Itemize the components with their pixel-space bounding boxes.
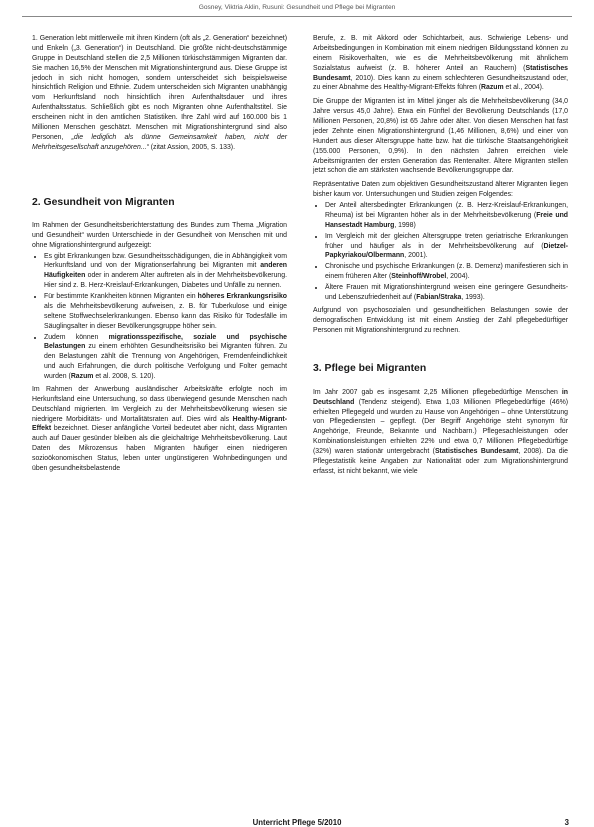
body-text: , 2010). Dies kann zu einem schlechteren Gesundheitszustand oder, zu einer Abnahme des Healthy-Migrant-Effekts führen (	[313, 74, 568, 92]
body-text: Zudem können	[44, 333, 109, 341]
bold-text: Statistisches Bundesamt	[313, 64, 568, 82]
footer-journal-title: Unterricht Pflege 5/2010	[252, 818, 342, 827]
body-text: , 2004).	[446, 273, 470, 281]
right-column	[313, 34, 568, 481]
body-text: Im Vergleich mit der gleichen Altersgruppe treten geriatrische Erkrankungen früher und häufiger als in der Mehrheitsbevölkerung auf (	[325, 232, 568, 250]
body-text: Im Jahr 2007 gab es insgesamt 2,25 Millionen pflegebedürftige Menschen	[313, 388, 562, 396]
body-text: (Tendenz steigend). Etwa 1,03 Millionen Pflegebedürftige (46%) erhielten Pflegegeld und wurden zu Hause von Angehörigen – ohne Unterstützung von Pflegediensten – gepflegt. (Der Begriff Angehörige steht synonym für Angehörige, Freunde, Bekannte und Nachbarn.) Pflegesachleistungen oder Kombinationsleistungen erhielten 22% und etwa 0,7 Millionen Pflegebedürftige (32%) waren stationär untergebracht (	[313, 398, 568, 456]
body-text: et al., 2004).	[503, 84, 544, 92]
body-text: als die Mehrheitsbevölkerung aufweisen, z. B. für Tuberkulose und einige seltene Stoffwechselerkrankungen. Ebenso kann das Risiko für Todesfälle im Säuglingsalter in dieser Bevölkerungsgruppe höher sein.	[44, 302, 287, 330]
paragraph-older-migrants-intro: Repräsentative Daten zum objektiven Gesundheitszustand älterer Migranten liegen bisher kaum vor. Untersuchungen und Studien zeigen Folgendes:	[313, 181, 568, 199]
running-header: Gosney, Viktria Aklin, Rusuni: Gesundheit und Pflege bei Migranten	[198, 4, 396, 11]
body-text: Ältere Frauen mit Migrationshintergrund weisen eine geringere Gesundheits- und Lebenszufriedenheit auf (	[325, 284, 568, 301]
body-text: et al. 2008, S. 120).	[93, 373, 156, 381]
paragraph-risk-factors	[313, 34, 568, 93]
section-heading-care: 3. Pflege bei Migranten	[313, 363, 427, 375]
page-number: 3	[564, 818, 569, 827]
header-divider	[22, 16, 572, 17]
older-migrants-bullet-list	[313, 201, 568, 303]
bold-text: Dietzel-Papkyriakou/Olbermann	[325, 242, 568, 260]
health-bullet-list	[32, 252, 287, 382]
body-text: , 2001).	[404, 252, 428, 260]
bold-text: Steinhoff/Wrobel	[391, 273, 447, 281]
bullet-item	[44, 333, 287, 382]
bold-text: höheres Erkrankungsrisiko	[197, 293, 288, 301]
paragraph-migrant-groups	[32, 34, 287, 153]
left-column	[32, 34, 287, 478]
bold-text: anderen Häufigkeiten	[44, 262, 287, 280]
paragraph-age-structure: Die Gruppe der Migranten ist im Mittel jünger als die Mehrheitsbevölkerung (34,0 Jahre versus 45,0 Jahre). Etwa ein Fünftel der Bevölkerung Deutschlands (17,0 Millionen Personen, 20,8%) ist 65 Jahre oder älter. Von diesen Menschen hat fast jeder Zehnte einen Migrationshintergrund (1,46 Millionen, 8,6%) und einer von Hundert aus dieser Altersgruppe hatte bzw. hat die türkische Staatsangehörigkeit (155.000 Personen, 0,9%). In den nächsten Jahren erreichen viele Arbeitsmigranten der ersten Generation das Rentenalter. Ältere Migranten stellen jetzt schon die am stärksten wachsende Bevölkerungsgruppe dar.	[313, 98, 568, 175]
paragraph-text: 1. Generation lebt mittlerweile mit ihren Kindern (oft als „2. Generation“ bezeichnet) und Enkeln („3. Generation“) in Deutschland. Die größte nicht-deutschstämmige Gruppe in Deutschland stellen die 2,5 Millionen türkischstämmigen Migranten dar. Sie machen 16,5% der Menschen mit Migrationshintergrund aus. Diese Gruppe ist jedoch in sich nicht homogen, sondern unterscheidet sich beispielsweise hinsichtlich Religion und Ethnie. Zudem unterscheiden sich Migranten unabhängig vom Herkunftsland noch hinsichtlich ihren Aufenthaltsdauer und ihres Aufenthaltsstatus. Schließlich gibt es noch Migranten ohne Aufenthaltstitel. Sie erscheinen nicht in den amtlichen Statistiken. Ihre Zahl wird auf 160.000 bis 1 Millionen Menschen geschätzt. Menschen mit Migrationshintergrund sind also Personen,	[32, 35, 287, 141]
bullet-item	[44, 252, 287, 292]
section-heading-health: 2. Gesundheit von Migranten	[32, 196, 175, 208]
bold-text: migrationsspezifische, soziale und psychische Belastungen	[44, 333, 287, 351]
body-text: , 1993).	[461, 293, 485, 301]
body-text: Für bestimmte Krankheiten können Migranten ein	[44, 293, 198, 301]
citation-text: (zitat Assion, 2005, S. 133).	[148, 143, 236, 151]
bold-text: Freie und Hansestadt Hamburg	[325, 211, 568, 229]
body-text: oder in anderem Alter auftreten als in der Mehrheitsbevölkerung. Hier sind z. B. Herz-Kreislauf-Erkrankungen, Diabetes und Unfälle zu nennen.	[44, 272, 287, 290]
body-text: Es gibt Erkrankungen bzw. Gesundheitsschädigungen, die in Abhängigkeit vom Herkunftsland und von der Migrationserfahrung bei Migranten mit	[44, 252, 287, 270]
body-text: , 2008). Da die Pflegestatistik keine Angaben zur Nationalität oder zum Migrationshintergrund erfasst, ist nicht bekannt, wie viele	[313, 448, 568, 475]
paragraph-care-statistics	[313, 388, 568, 477]
bold-text: Healthy-Migrant-Effekt	[32, 415, 287, 433]
paragraph-care-need-outlook: Aufgrund von psychosozialen und gesundheitlichen Belastungen sowie der demografischen Entwicklung ist mit einem Anstieg der Zahl pflegebedürftiger Personen mit Migrationshintergrund zu rechnen.	[313, 306, 568, 334]
bullet-item	[325, 201, 568, 231]
bold-text: Statistisches Bundesamt	[434, 448, 519, 456]
bullet-item	[325, 283, 568, 303]
paragraph-health-intro: Im Rahmen der Gesundheitsberichterstattung des Bundes zum Thema „Migration und Gesundheit“ wurden Unterschiede in der Gesundheit von Menschen mit und ohne Migrationshintergrund aufgezeigt:	[32, 221, 287, 249]
body-text: , 1998)	[394, 221, 416, 229]
bullet-item	[325, 262, 568, 282]
bold-text: Razum	[481, 84, 504, 92]
bold-text: Razum	[70, 373, 94, 381]
quote-text: „die lediglich als dünne Gemeinsamkeit haben, nicht der Mehrheitsgesellschaft anzugehören...“	[32, 133, 288, 151]
bullet-item	[44, 292, 287, 332]
body-text: zu einem erhöhten Gesundheitsrisiko bei Migranten führen. Zu den Belastungen zählt die Trennung von Angehörigen, Fremdenfeindlichkeit und auch Erfahrungen, die durch politische Verfolgung und Folter gemacht wurden (	[44, 343, 287, 381]
bold-text: in Deutschland	[313, 388, 568, 406]
body-text: Im Rahmen der Anwerbung ausländischer Arbeitskräfte erfolgte noch im Herkunftsland eine Untersuchung, so dass überwiegend gesunde Menschen nach Deutschland migrierten. Im Vergleich zu der Mehrheitsbevölkerung wiesen sie niedrigere Morbiditäts- und Mortalitätsraten auf. Dies wird als	[32, 385, 287, 423]
paragraph-healthy-migrant	[32, 385, 287, 474]
body-text: Der Anteil altersbedingter Erkrankungen (z. B. Herz-Kreislauf-Erkrankungen, Rheuma) ist bei Migranten höher als in der Mehrheitsbevölkerung (	[325, 202, 568, 219]
body-text: bezeichnet. Dieser anfängliche Vorteil bedeutet aber nicht, dass Migranten auch auf Dauer gesünder bleiben als die gleichaltrige Mehrheitsbevölkerung. Laut Daten des Mikrozensus haben Migranten häufiger einen niedrigeren sozioökonomischen Status, leben unter ungünstigeren Wohnbedingungen und üben gesundheitsbelastende	[32, 425, 287, 472]
body-text: Chronische und psychische Erkrankungen (z. B. Demenz) manifestieren sich in einem früheren Alter (	[325, 263, 568, 281]
bold-text: Fabian/Straka	[416, 293, 462, 301]
bullet-item	[325, 232, 568, 262]
body-text: Berufe, z. B. mit Akkord oder Schichtarbeit, aus. Schwierige Lebens- und Arbeitsbedingungen in Kombination mit einem niedrigen Bildungsstand können zu einem Risikoverhalten, wie es die Mehrheitsbevölkerung mit ähnlichem Sozialstatus aufweist (z. B. höherer Anteil an Rauchern) (	[313, 35, 568, 72]
